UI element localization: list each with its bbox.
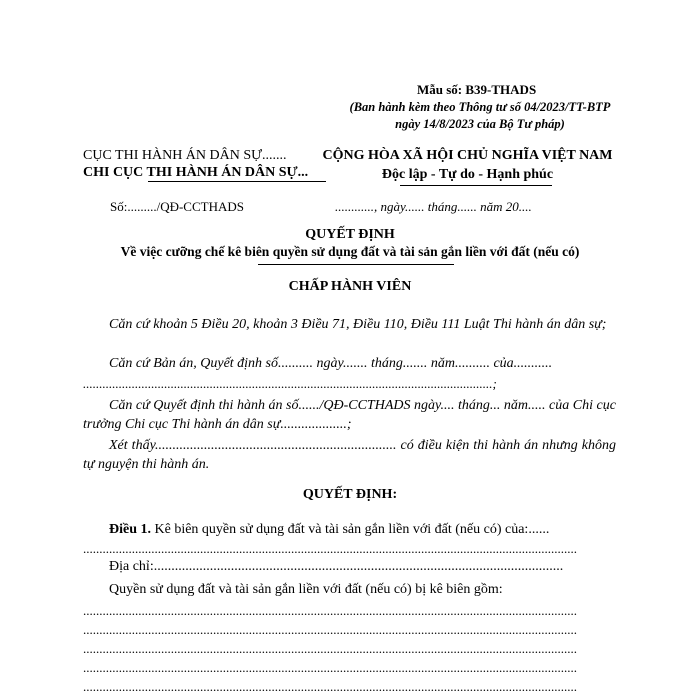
subtitle-underline <box>258 264 454 265</box>
document-subtitle: Về việc cưỡng chế kê biên quyền sử dụng đất và tài sản gắn liền với đất (nếu có) <box>120 244 580 259</box>
document-title: QUYẾT ĐỊNH <box>305 227 395 242</box>
article-1 <box>83 520 616 539</box>
agency-underline <box>148 181 326 182</box>
dotted-line-4: ........................................................................................................................................................ <box>83 641 577 656</box>
place-date: ............, ngày...... tháng...... năm 20.... <box>335 199 532 214</box>
ground-paragraph-4: Xét thấy..................................................................... có điều kiện thi hành án nhưng không tự nguyện thi hành án. <box>83 438 616 472</box>
document-number: Số:........./QĐ-CCTHADS <box>110 199 244 214</box>
issued-note-line-1: (Ban hành kèm theo Thông tư số 04/2023/TT-BTP <box>349 100 611 114</box>
dotted-line-2: ........................................................................................................................................................ <box>83 603 577 618</box>
dotted-line-3: ........................................................................................................................................................ <box>83 622 577 637</box>
decision-heading: QUYẾT ĐỊNH: <box>302 487 398 502</box>
agency-block <box>83 147 308 181</box>
assets-line: Quyền sử dụng đất và tài sản gắn liền với đất (nếu có) bị kê biên gồm: <box>109 582 503 597</box>
article-1-label: Điều 1. <box>109 522 151 537</box>
issued-note-line-2: ngày 14/8/2023 của Bộ Tư pháp) <box>395 117 565 131</box>
agency-line-1: CỤC THI HÀNH ÁN DÂN SỰ....... <box>83 148 287 163</box>
agency-line-2: CHI CỤC THI HÀNH ÁN DÂN SỰ... <box>83 165 309 180</box>
motto-underline <box>400 185 552 186</box>
nation-block <box>310 146 625 184</box>
ground-paragraph-2: Căn cứ Bản án, Quyết định số.......... ngày....... tháng....... năm.......... của........... <box>109 356 553 371</box>
address-line: Địa chỉ:..................................................................................................................... <box>109 559 564 574</box>
issued-note <box>340 99 620 133</box>
dotted-line-1: ........................................................................................................................................................ <box>83 541 577 556</box>
dotted-line-6: ........................................................................................................................................................ <box>83 679 577 694</box>
article-1-text: Kê biên quyền sử dụng đất và tài sản gắn liền với đất (nếu có) của:...... <box>151 522 550 537</box>
ground-paragraph-1: Căn cứ khoản 5 Điều 20, khoản 3 Điều 71, Điều 110, Điều 111 Luật Thi hành án dân sự; <box>109 317 607 332</box>
dotted-line-5: ........................................................................................................................................................ <box>83 660 577 675</box>
ground-paragraph-3: Căn cứ Quyết định thi hành án số....../QĐ-CCTHADS ngày.... tháng... năm..... của Chi cục trưởng Chi cục Thi hành án dân sự...................; <box>83 398 616 432</box>
nation-motto: Độc lập - Tự do - Hạnh phúc <box>381 167 554 182</box>
officer-heading: CHẤP HÀNH VIÊN <box>288 279 412 294</box>
form-number: Mẫu số: B39-THADS <box>417 82 537 97</box>
nation-name: CỘNG HÒA XÃ HỘI CHỦ NGHĨA VIỆT NAM <box>322 148 613 163</box>
ground-paragraph-2-dots: ..............................................................................................................................; <box>83 376 497 391</box>
